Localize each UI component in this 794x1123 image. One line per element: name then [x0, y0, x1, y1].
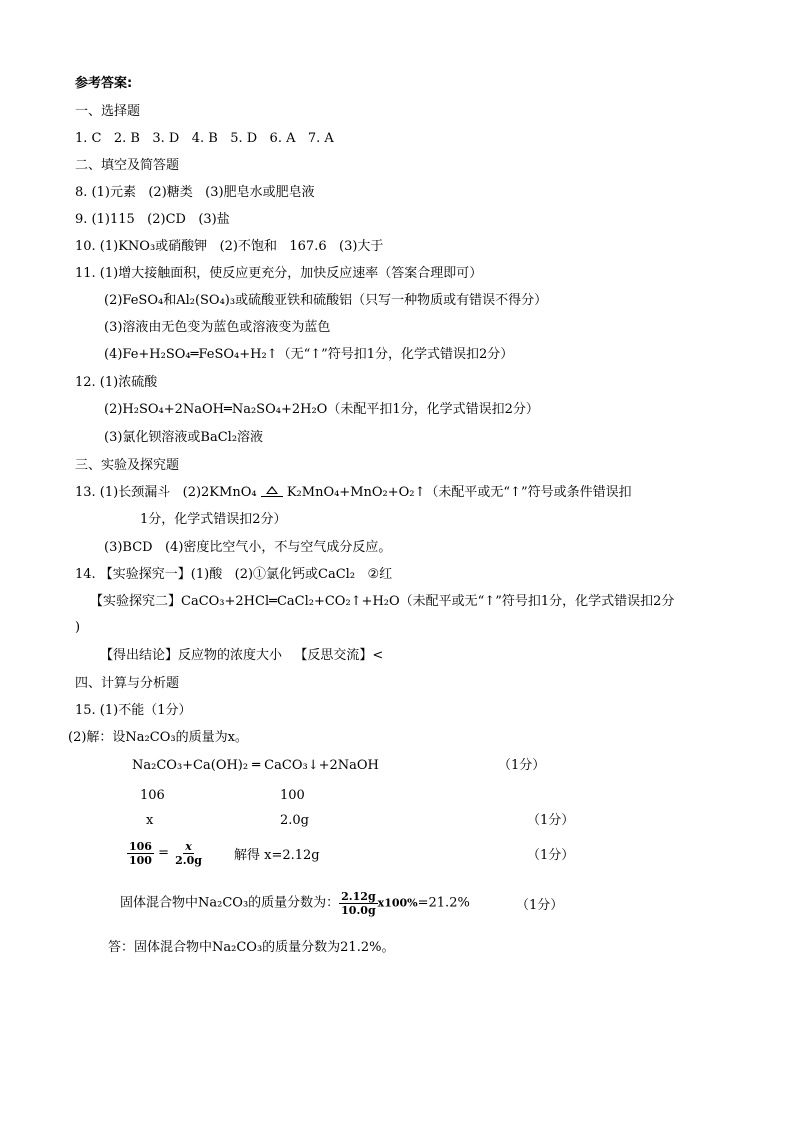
final-answer: 答：固体混合物中Na₂CO₃的质量分数为21.2%。 [108, 940, 395, 955]
answer-line: 【得出结论】反应物的浓度大小 【反思交流】< [100, 648, 384, 663]
fraction-denominator: 100 [129, 854, 152, 867]
percent-factor: x100% [377, 896, 418, 910]
fraction [339, 890, 377, 917]
score-note: （1分） [527, 813, 575, 828]
answer-line-13 [75, 483, 632, 503]
ratio-line [120, 890, 470, 917]
answer-line: 14. 【实验探究一】(1)酸 (2)①氯化钙或CaCl₂ ②红 [75, 567, 393, 582]
chemical-equation: Na₂CO₃+Ca(OH)₂ ═ CaCO₃↓+2NaOH [132, 758, 379, 773]
fraction-numerator: 106 [129, 840, 152, 853]
section-heading: 四、计算与分析题 [75, 676, 180, 691]
fraction [173, 840, 204, 867]
molar-mass-value: 100 [280, 788, 305, 803]
proportion-equation: $\frac{106}{100}$ = $\frac{x}{2.0g}$ [129, 840, 202, 867]
fraction-denominator: 10.0g [341, 904, 376, 917]
answer-text: 13. (1)长颈漏斗 (2)2KMnO₄ [75, 485, 261, 500]
answer-line: ) [75, 620, 81, 635]
fraction-denominator: 2.0g [175, 854, 202, 867]
answer-line: (2)解：设Na₂CO₃的质量为x。 [68, 730, 248, 745]
fraction-numerator: x [185, 840, 192, 853]
ratio-result: =21.2% [417, 895, 470, 911]
page-title: 参考答案: [75, 76, 133, 91]
answer-line: 10. (1)KNO₃或硝酸钾 (2)不饱和 167.6 (3)大于 [75, 239, 384, 254]
unknown-mass: x [146, 813, 154, 828]
answer-line: (3)BCD (4)密度比空气小，不与空气成分反应。 [104, 540, 392, 555]
answer-text: K₂MnO₄+MnO₂+O₂↑（未配平或无“↑”符号或条件错误扣 [282, 485, 632, 500]
answer-line: (2)H₂SO₄+2NaOH═Na₂SO₄+2H₂O（未配平扣1分，化学式错误扣2分） [104, 402, 539, 417]
answer-line: 15. (1)不能（1分） [75, 703, 192, 718]
heating-condition-icon [261, 486, 283, 500]
answer-line: 1. C 2. B 3. D 4. B 5. D 6. A 7. A [75, 131, 334, 146]
ratio-text: 固体混合物中Na₂CO₃的质量分数为： [120, 895, 340, 911]
answer-line: (2)FeSO₄和Al₂(SO₄)₃或硫酸亚铁和硫酸铝（只写一种物质或有错误不得分） [104, 293, 548, 308]
section-heading: 一、选择题 [75, 104, 141, 119]
score-note: （1分） [527, 848, 575, 863]
answer-line: (3)溶液由无色变为蓝色或溶液变为蓝色 [104, 320, 331, 335]
section-heading: 三、实验及探究题 [75, 458, 180, 473]
score-note: （1分） [516, 898, 564, 913]
answer-line: (3)氯化钡溶液或BaCl₂溶液 [104, 430, 264, 445]
answer-line: 1分，化学式错误扣2分） [140, 512, 287, 527]
molar-mass-value: 106 [140, 788, 165, 803]
answer-line: 12. (1)浓硫酸 [75, 375, 158, 390]
answer-line: (4)Fe+H₂SO₄═FeSO₄+H₂↑（无“↑”符号扣1分，化学式错误扣2分） [104, 347, 514, 362]
score-note: （1分） [498, 758, 546, 773]
answer-line: 9. (1)115 (2)CD (3)盐 [75, 212, 230, 227]
fraction-numerator: 2.12g [341, 890, 376, 903]
answer-line: 【实验探究二】CaCO₃+2HCl═CaCl₂+CO₂↑+H₂O（未配平或无“↑”符号扣1分，化学式错误扣2分 [90, 594, 675, 609]
solution-text: 解得 x=2.12g [234, 848, 320, 863]
known-mass: 2.0g [280, 813, 309, 828]
answer-line: 8. (1)元素 (2)糖类 (3)肥皂水或肥皂液 [75, 185, 315, 200]
answer-line: 11. (1)增大接触面积，使反应更充分，加快反应速率（答案合理即可） [75, 266, 483, 281]
fraction [127, 840, 154, 867]
section-heading: 二、填空及简答题 [75, 158, 180, 173]
